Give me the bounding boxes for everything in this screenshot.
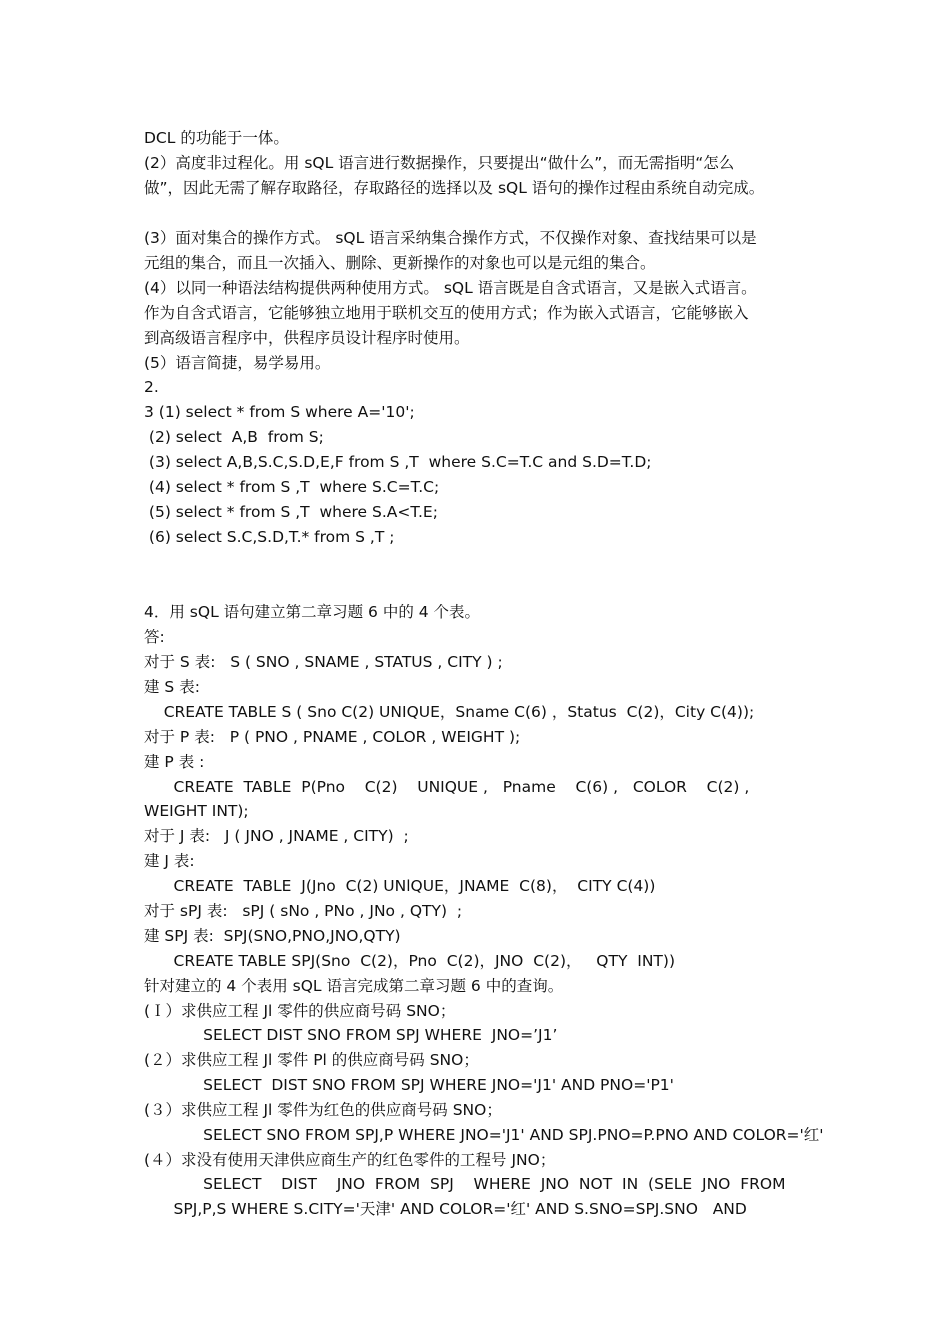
text-line: 2. — [144, 378, 159, 396]
text-line: 元组的集合，而且一次插入、删除、更新操作的对象也可以是元组的集合。 — [144, 254, 656, 272]
text-line: 针对建立的 4 个表用 sQL 语言完成第二章习题 6 中的查询。 — [144, 977, 564, 995]
text-line: 对于 sPJ 表: sPJ ( sNo , PNo , JNo , QTY) ; — [144, 902, 463, 920]
sql-line: CREATE TABLE S ( Sno C(2) UNIQUE，Sname C(6) ，Status C(2)，City C(4)); — [144, 703, 755, 721]
sql-line: (5) select * from S ,T where S.A<T.E; — [144, 503, 438, 521]
text-line: 建 J 表: — [144, 852, 195, 870]
sql-line: (2) select A,B from S; — [144, 428, 324, 446]
text-line: 建 SPJ 表: SPJ(SNO,PNO,JNO,QTY) — [144, 927, 401, 945]
text-line: (３）求供应工程 Jl 零件为红色的供应商号码 SNO； — [144, 1101, 502, 1119]
sql-line: 3 (1) select * from S where A='10'; — [144, 403, 415, 421]
text-line: (4）以同一种语法结构提供两种使用方式。 sQL 语言既是自含式语言，又是嵌入式语言。 — [144, 279, 757, 297]
sql-line: CREATE TABLE SPJ(Sno C(2)，Pno C(2)，JNO C(2)， QTY INT)) — [144, 952, 675, 970]
text-line: 建 S 表: — [144, 678, 200, 696]
text-line: 做”，因此无需了解存取路径，存取路径的选择以及 sQL 语句的操作过程由系统自动完成。 — [144, 179, 765, 197]
text-line: 对于 S 表: S ( SNO , SNAME , STATUS , CITY ) ; — [144, 653, 503, 671]
sql-line: SELECT DIST SNO FROM SPJ WHERE JNO=’J1’ — [144, 1026, 558, 1044]
text-line: (２）求供应工程 Jl 零件 Pl 的供应商号码 SNO； — [144, 1051, 479, 1069]
sql-line: SELECT SNO FROM SPJ,P WHERE JNO='J1' AND SPJ.PNO=P.PNO AND COLOR='红' — [144, 1126, 824, 1144]
sql-line: SPJ,P,S WHERE S.CITY='天津' AND COLOR='红' AND S.SNO=SPJ.SNO AND — [144, 1200, 747, 1218]
text-line: (Ｉ）求供应工程 Jl 零件的供应商号码 SNO； — [144, 1002, 456, 1020]
text-line: (5）语言简捷，易学易用。 — [144, 354, 331, 372]
text-line: 作为自含式语言，它能够独立地用于联机交互的使用方式；作为嵌入式语言，它能够嵌入 — [144, 304, 749, 322]
text-line: 答: — [144, 628, 165, 646]
text-line: (４）求没有使用天津供应商生产的红色零件的工程号 JNO； — [144, 1151, 556, 1169]
sql-line: (3) select A,B,S.C,S.D,E,F from S ,T where S.C=T.C and S.D=T.D; — [144, 453, 652, 471]
sql-line: (4) select * from S ,T where S.C=T.C; — [144, 478, 440, 496]
sql-line: (6) select S.C,S.D,T.* from S ,T ; — [144, 528, 395, 546]
text-line: 对于 J 表: J ( JNO , JNAME , CITY) ; — [144, 827, 409, 845]
sql-line: WEIGHT INT); — [144, 802, 249, 820]
sql-line: CREATE TABLE J(Jno C(2) UNlQUE，JNAME C(8)， CITY C(4)) — [144, 877, 656, 895]
text-line: DCL 的功能于一体。 — [144, 129, 289, 147]
text-line: 4．用 sQL 语句建立第二章习题 6 中的 4 个表。 — [144, 603, 481, 621]
text-line: (3）面对集合的操作方式。 sQL 语言采纳集合操作方式，不仅操作对象、查找结果可以是 — [144, 229, 757, 247]
sql-line: CREATE TABLE P(Pno C(2) UNIQUE , Pname C(6) , COLOR C(2) , — [144, 778, 750, 796]
text-line: (2）高度非过程化。用 sQL 语言进行数据操作，只要提出“做什么”，而无需指明“怎么 — [144, 154, 735, 172]
sql-line: SELECT DIST JNO FROM SPJ WHERE JNO NOT IN (SELE JNO FROM — [144, 1175, 786, 1193]
text-line: 建 P 表 : — [144, 753, 205, 771]
sql-line: SELECT DIST SNO FROM SPJ WHERE JNO='J1' AND PNO='P1' — [144, 1076, 674, 1094]
text-line: 对于 P 表: P ( PNO , PNAME , COLOR , WEIGHT ); — [144, 728, 521, 746]
text-line: 到高级语言程序中，供程序员设计程序时使用。 — [144, 329, 470, 347]
